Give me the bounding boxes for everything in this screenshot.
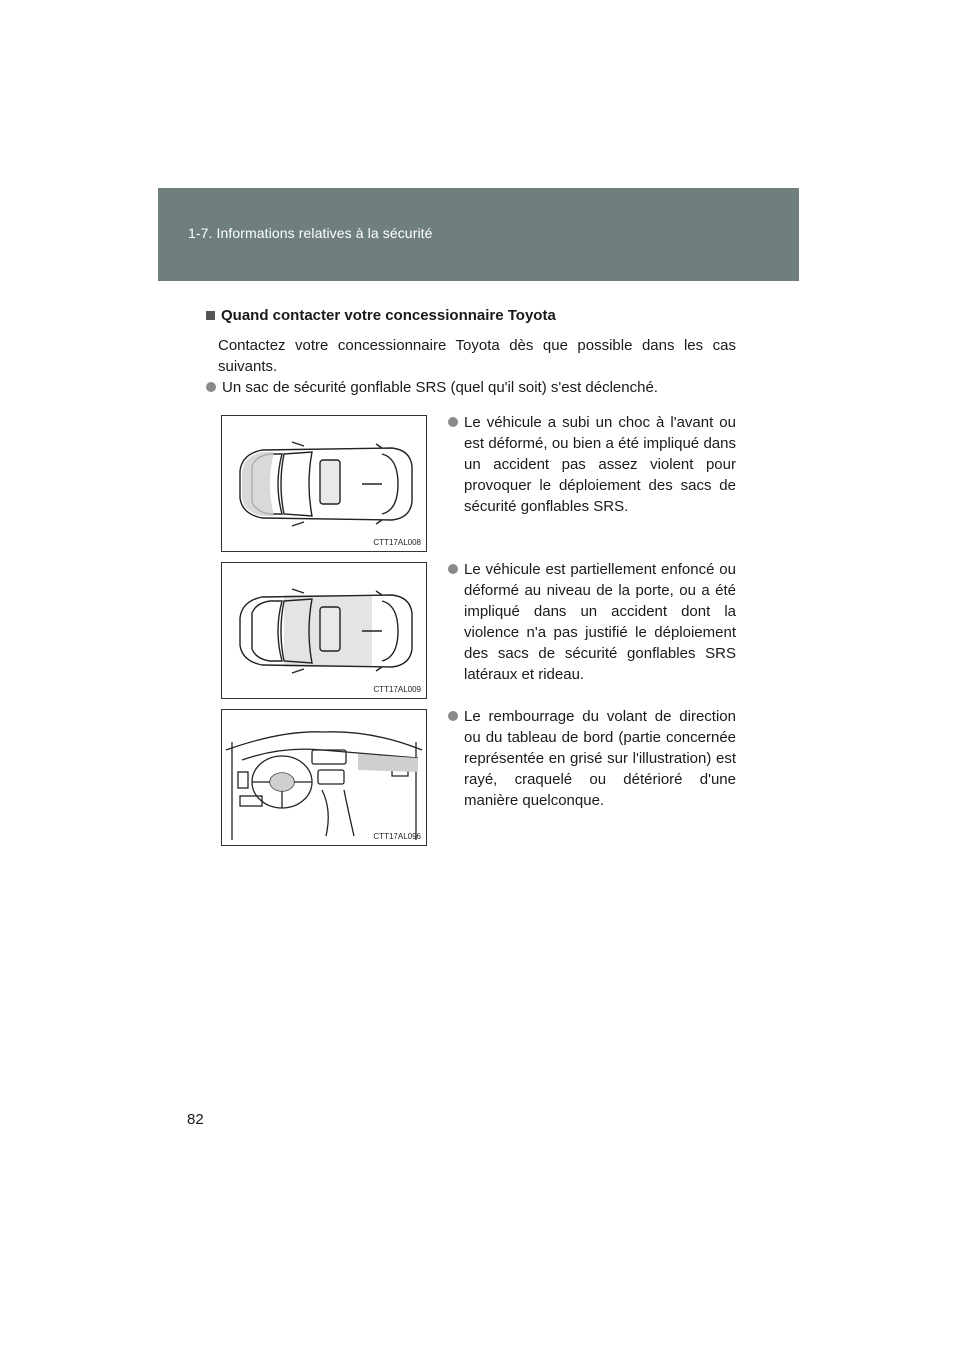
square-bullet-icon xyxy=(206,311,215,320)
figure-dashboard xyxy=(221,709,427,846)
bullet-dot-icon xyxy=(448,564,458,574)
dashboard-illustration xyxy=(222,710,426,845)
bullet-front-impact xyxy=(448,412,736,517)
section-title: 1-7. Informations relatives à la sécurité xyxy=(188,225,433,241)
figure-front-impact xyxy=(221,415,427,552)
figure-code: CTT17AL009 xyxy=(373,685,421,694)
bullet-front-impact-text: Le véhicule a subi un choc à l'avant ou est déformé, ou bien a été impliqué dans un accident pas assez violent pour provoquer le déploiement des sacs de sécurité gonflables SRS. xyxy=(464,414,736,515)
figure-side-impact xyxy=(221,562,427,699)
bullet-side-impact xyxy=(448,559,736,685)
bullet-dashboard-text: Le rembourrage du volant de direction ou du tableau de bord (partie concernée représentée en grisé sur l'illustration) est rayé, craquelé ou détérioré d'une manière quelconque. xyxy=(464,708,736,809)
figure-code: CTT17AL008 xyxy=(373,538,421,547)
sub-heading xyxy=(206,307,556,324)
car-top-view-side-illustration xyxy=(222,563,426,698)
bullet-dashboard-damage xyxy=(448,706,736,811)
bullet-srs-text: Un sac de sécurité gonflable SRS (quel qu'il soit) s'est déclenché. xyxy=(222,379,658,396)
section-header-band xyxy=(158,188,799,281)
bullet-srs-deployed xyxy=(206,377,746,398)
bullet-dot-icon xyxy=(448,417,458,427)
figure-code: CTT17AL096 xyxy=(373,832,421,841)
bullet-side-impact-text: Le véhicule est partiellement enfoncé ou déformé au niveau de la porte, ou a été impliqué dans un accident dont la violence n'a pas justifié le déploiement des sacs de sécurité gonflables SRS latéraux et rideau. xyxy=(464,561,736,683)
bullet-dot-icon xyxy=(206,382,216,392)
bullet-dot-icon xyxy=(448,711,458,721)
car-top-view-front-illustration xyxy=(222,416,426,551)
intro-paragraph: Contactez votre concessionnaire Toyota dès que possible dans les cas suivants. xyxy=(218,337,736,375)
page-number: 82 xyxy=(187,1111,204,1128)
sub-heading-text: Quand contacter votre concessionnaire Toyota xyxy=(221,307,556,324)
